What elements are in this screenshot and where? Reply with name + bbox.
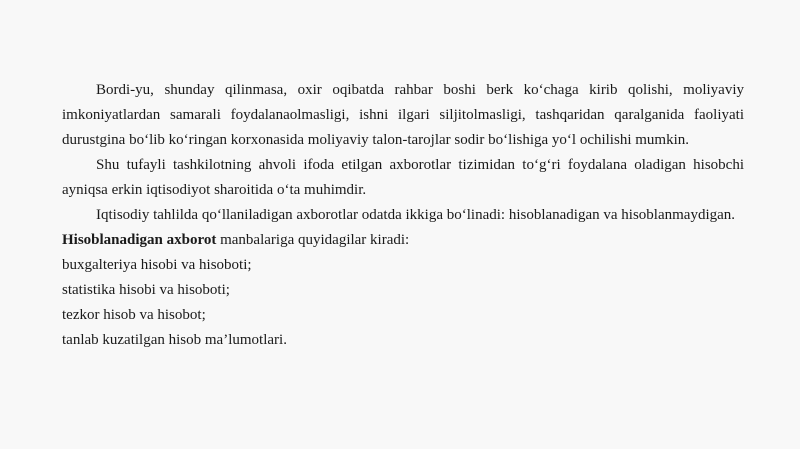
sources-heading-bold: Hisoblanadigan axborot xyxy=(62,232,217,248)
paragraph-1: Bordi-yu, shunday qilinmasa, oxir oqibatda rahbar boshi berk ko‘chaga kirib qolishi, moliyaviy imkoniyatlardan samarali foydalanaolmasligi, ishni ilgari siljitolmasligi, tashqaridan qaralganida faoliyati durustgina bo‘lib ko‘ringan korxonasida moliyaviy talon-tarojlar sodir bo‘lishiga yo‘l ochilishi mumkin. xyxy=(62,82,744,148)
sources-heading xyxy=(62,228,744,253)
source-item-3: tezkor hisob va hisobot; xyxy=(62,307,206,323)
source-item-1: buxgalteriya hisobi va hisoboti; xyxy=(62,257,252,273)
sources-heading-rest: manbalariga quyidagilar kiradi: xyxy=(216,232,410,248)
source-item-2: statistika hisobi va hisoboti; xyxy=(62,282,230,298)
paragraph-2: Shu tufayli tashkilotning ahvoli ifoda etilgan axborotlar tizimidan to‘g‘ri foydalana oladigan hisobchi ayniqsa erkin iqtisodiyot sharoitida o‘ta muhimdir. xyxy=(62,157,744,198)
document-body xyxy=(62,78,744,353)
source-item-4: tanlab kuzatilgan hisob ma’lumotlari. xyxy=(62,332,287,348)
paragraph-3: Iqtisodiy tahlilda qo‘llaniladigan axborotlar odatda ikkiga bo‘linadi: hisoblanadigan va hisoblanmaydigan. xyxy=(96,207,736,223)
